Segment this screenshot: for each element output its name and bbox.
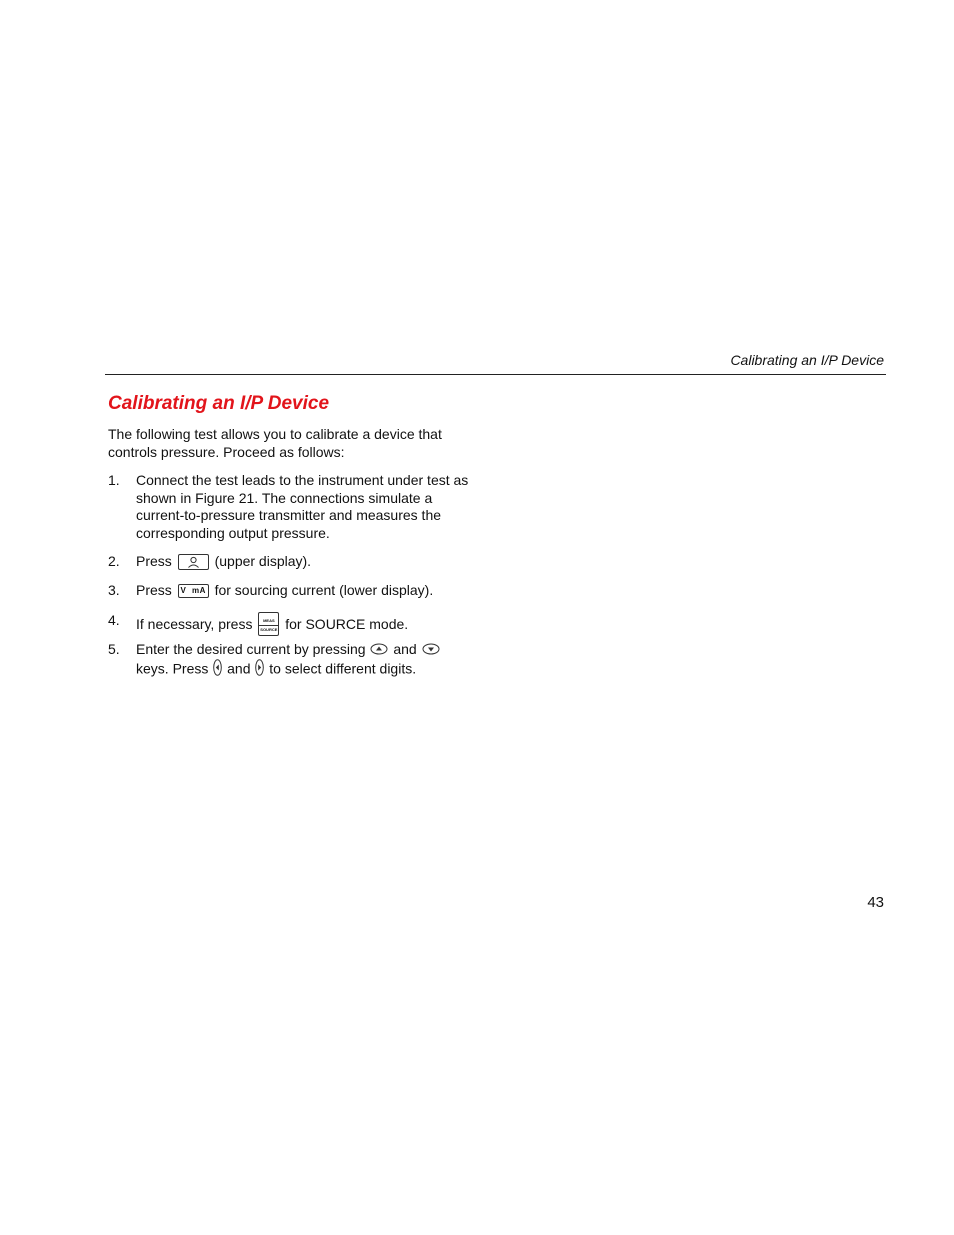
- running-header: Calibrating an I/P Device: [730, 352, 884, 368]
- step-text-mid: and: [227, 660, 251, 677]
- key-label-meas: MEAS: [263, 618, 275, 623]
- step-line: [136, 659, 486, 681]
- step-text-before: Enter the desired current by pressing: [136, 641, 366, 657]
- section-title: Calibrating an I/P Device: [108, 393, 330, 414]
- step-text-after: to select different digits.: [269, 660, 417, 677]
- intro-paragraph: [108, 426, 478, 461]
- step-number: 4.: [108, 612, 120, 628]
- step-number: 3.: [108, 582, 120, 598]
- step-number: 1.: [108, 472, 120, 488]
- meas-source-key-icon: [258, 612, 279, 636]
- step-text: [136, 553, 486, 571]
- step-number: 5.: [108, 641, 120, 657]
- up-arrow-key-icon: [370, 642, 388, 660]
- header-rule: [105, 374, 886, 375]
- down-arrow-key-icon: [422, 642, 440, 660]
- step-text-before: keys. Press: [136, 660, 209, 677]
- step-line: current-to-pressure transmitter and measures the: [136, 507, 442, 523]
- right-arrow-key-icon: [255, 659, 264, 681]
- page-number: 43: [867, 894, 884, 911]
- v-ma-key-icon: V mA: [178, 584, 209, 598]
- step-text: [136, 612, 486, 636]
- step-text-after: (upper display).: [214, 553, 312, 569]
- step-line: shown in Figure 21. The connections simulate a: [136, 489, 433, 506]
- step-number: 2.: [108, 553, 120, 569]
- step-text-after: for SOURCE mode.: [285, 616, 409, 632]
- loop-power-key-icon: [178, 554, 209, 570]
- step-text-before: If necessary, press: [136, 616, 253, 632]
- key-label-source: SOURCE: [260, 627, 278, 632]
- step-line: [136, 641, 486, 659]
- step-text-before: Press: [136, 553, 172, 569]
- step-text: [136, 472, 486, 542]
- step-line: Connect the test leads to the instrument under test as: [136, 472, 469, 488]
- step-text: [136, 641, 486, 681]
- intro-line: The following test allows you to calibrate a device that: [108, 426, 442, 442]
- step-text-mid: and: [393, 641, 417, 657]
- step-text-after: for sourcing current (lower display).: [214, 582, 434, 598]
- left-arrow-key-icon: [213, 659, 222, 681]
- step-text-before: Press: [136, 582, 172, 598]
- step-line: corresponding output pressure.: [136, 524, 330, 541]
- step-text: [136, 582, 486, 600]
- intro-line: controls pressure. Proceed as follows:: [108, 443, 345, 460]
